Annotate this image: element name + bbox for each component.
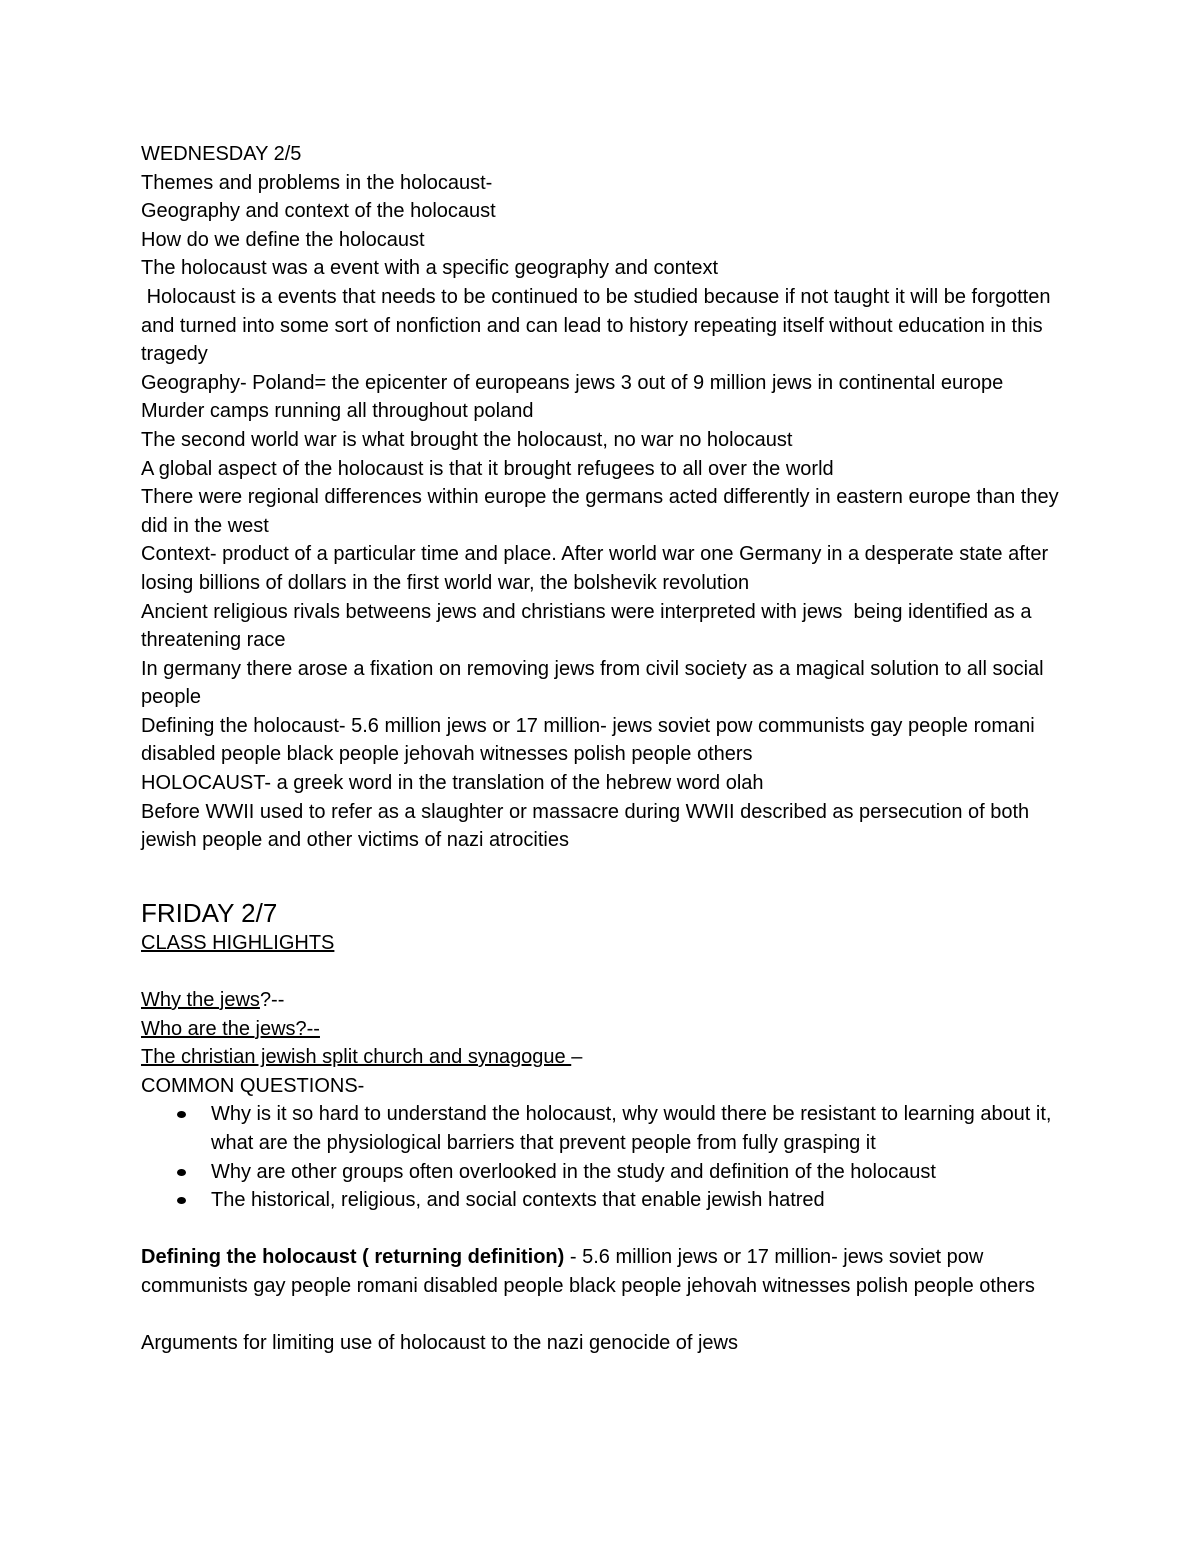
note-line: In germany there arose a fixation on removing jews from civil society as a magical solution to all social people xyxy=(141,657,1050,709)
note-line: Defining the holocaust- 5.6 million jews or 17 million- jews soviet pow communists gay people romani disabled people black people jehovah witnesses polish people others xyxy=(141,714,1041,766)
note-line: HOLOCAUST- a greek word in the translation of the hebrew word olah xyxy=(141,772,764,795)
list-item-text: Why is it so hard to understand the holocaust, why would there be resistant to learning about it, what are the physiological barriers that prevent people from fully grasping it xyxy=(211,1103,1052,1154)
note-line: Context- product of a particular time and place. After world war one Germany in a desperate state after losing billions of dollars in the first world war, the bolshevik revolution xyxy=(141,543,1054,594)
bullet-icon xyxy=(177,1197,186,1204)
note-line: How do we define the holocaust xyxy=(141,228,425,251)
spacer xyxy=(141,1301,1066,1330)
note-line: Ancient religious rivals betweens jews and christians were interpreted with jews being identified as a threatening race xyxy=(141,600,1038,652)
list-item-text: Why are other groups often overlooked in the study and definition of the holocaust xyxy=(211,1160,936,1183)
spacer xyxy=(141,1215,1066,1244)
definition-title: Defining the holocaust ( returning definition) xyxy=(141,1246,565,1269)
who-jews-link[interactable]: Who are the jews?-- xyxy=(141,1017,320,1040)
list-item xyxy=(141,1186,1066,1215)
split-line xyxy=(141,1043,1066,1072)
note-line: Themes and problems in the holocaust- xyxy=(141,171,493,194)
split-link[interactable]: The christian jewish split church and synagogue xyxy=(141,1046,572,1069)
why-jews-suffix: ?-- xyxy=(259,989,285,1012)
friday-heading: FRIDAY 2/7 xyxy=(141,897,278,928)
definition-paragraph xyxy=(141,1243,1066,1300)
note-line: Geography- Poland= the epicenter of europeans jews 3 out of 9 million jews in continental europe xyxy=(141,371,1004,394)
definition-text: - 5.6 million jews or 17 million- jews soviet pow communists gay people romani disabled people black people jehovah witnesses polish people others xyxy=(141,1246,1035,1297)
why-jews-line xyxy=(141,986,1066,1015)
note-line: The second world war is what brought the holocaust, no war no holocaust xyxy=(141,428,793,451)
bullet-icon xyxy=(177,1111,186,1118)
arguments-line: Arguments for limiting use of holocaust to the nazi genocide of jews xyxy=(141,1332,738,1355)
split-suffix: – xyxy=(571,1046,583,1069)
why-jews-link[interactable]: Why the jews xyxy=(141,989,260,1012)
note-line: Holocaust is a events that needs to be continued to be studied because if not taught it will be forgotten and turned into some sort of nonfiction and can lead to history repeating itself without education in this tragedy xyxy=(141,285,1057,366)
note-line: Murder camps running all throughout poland xyxy=(141,400,534,423)
wednesday-heading: WEDNESDAY 2/5 xyxy=(141,143,302,165)
note-line: A global aspect of the holocaust is that it brought refugees to all over the world xyxy=(141,457,834,480)
note-line: The holocaust was a event with a specific geography and context xyxy=(141,257,719,280)
bullet-icon xyxy=(177,1169,186,1176)
note-line: Before WWII used to refer as a slaughter or massacre during WWII described as persecution of both jewish people and other victims of nazi atrocities xyxy=(141,800,1035,852)
common-questions-heading: COMMON QUESTIONS- xyxy=(141,1074,365,1097)
list-item xyxy=(141,1100,1066,1157)
document-page xyxy=(141,140,1066,1358)
note-line: Geography and context of the holocaust xyxy=(141,200,496,223)
list-item xyxy=(141,1158,1066,1187)
list-item-text: The historical, religious, and social contexts that enable jewish hatred xyxy=(211,1189,825,1212)
questions-list xyxy=(141,1100,1066,1214)
spacer xyxy=(141,957,1066,986)
class-highlights-heading: CLASS HIGHLIGHTS xyxy=(141,931,335,954)
note-line: There were regional differences within europe the germans acted differently in eastern europe than they did in the west xyxy=(141,486,1065,537)
